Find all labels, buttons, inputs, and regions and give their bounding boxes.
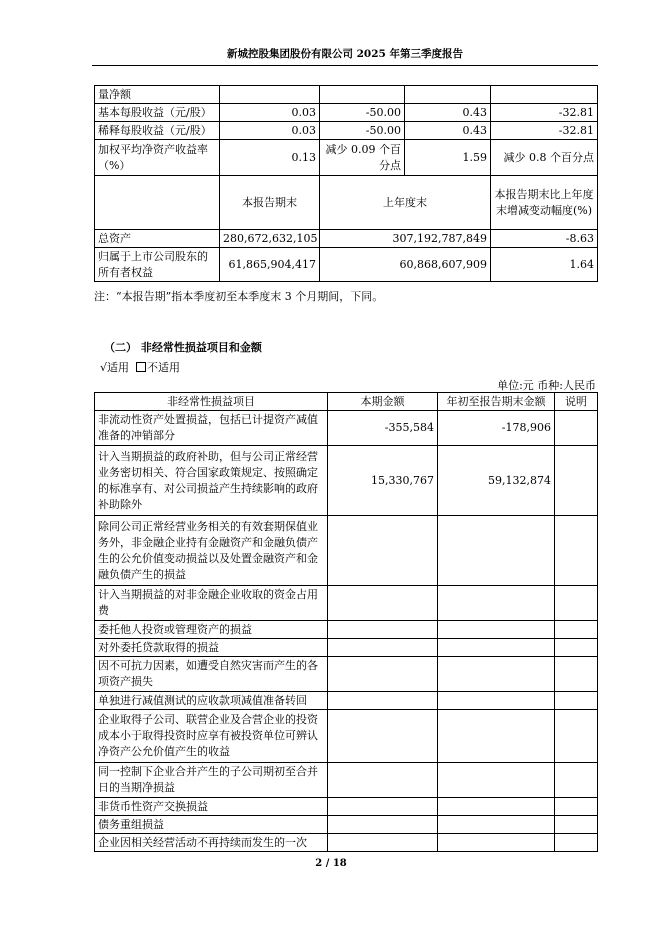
table-cell [555, 798, 598, 816]
table-row [95, 586, 598, 621]
table-cell: 0.03 [220, 104, 320, 122]
table-cell [328, 621, 438, 639]
non-recurring-items-table [94, 392, 598, 852]
table-cell [328, 763, 438, 798]
table-row [95, 248, 598, 282]
table-row [95, 816, 598, 834]
not-applicable-label: 不适用 [147, 361, 181, 374]
table-cell: 0.03 [220, 122, 320, 140]
table-cell [328, 586, 438, 621]
table-row [95, 657, 598, 692]
report-header: 新城控股集团股份有限公司 2025 年第三季度报告 [92, 46, 598, 66]
table-cell: 0.43 [405, 122, 491, 140]
table-cell [328, 516, 438, 586]
row-label: 因不可抗力因素，如遭受自然灾害而产生的各项资产损失 [95, 657, 328, 692]
row-label: 基本每股收益（元/股） [95, 104, 220, 122]
table-row [95, 710, 598, 763]
table-row [95, 834, 598, 852]
table-cell [555, 710, 598, 763]
row-label: 计入当期损益的政府补助，但与公司正常经营业务密切相关、符合国家政策规定、按照确定的标准享有、对公司损益产生持续影响的政府补助除外 [95, 446, 328, 516]
table-cell [328, 710, 438, 763]
unit-label: 单位:元 币种:人民币 [497, 379, 596, 392]
row-label: 对外委托贷款取得的损益 [95, 639, 328, 657]
table-row [95, 411, 598, 446]
table-row [95, 86, 598, 104]
table-cell: -178,906 [438, 411, 555, 446]
table-row [95, 230, 598, 248]
table-cell: 减少 0.8 个百分点 [491, 140, 598, 176]
table-cell [555, 411, 598, 446]
page-number: 2 / 18 [315, 858, 347, 869]
table-cell [555, 657, 598, 692]
row-label: 企业取得子公司、联营企业及合营企业的投资成本小于取得投资时应享有被投资单位可辨认净资产公允价值产生的收益 [95, 710, 328, 763]
table-cell: -50.00 [320, 104, 405, 122]
table-cell [438, 516, 555, 586]
row-label: 量净额 [95, 86, 220, 104]
section-title: （二） 非经常性损益项目和金额 [104, 341, 262, 354]
table-cell [555, 816, 598, 834]
table-cell: 减少 0.09 个百分点 [320, 140, 405, 176]
row-label: 计入当期损益的对非金融企业收取的资金占用费 [95, 586, 328, 621]
table-cell [328, 816, 438, 834]
table-cell: -50.00 [320, 122, 405, 140]
table-row [95, 122, 598, 140]
table-cell [328, 834, 438, 852]
table-cell [438, 586, 555, 621]
table-cell: -32.81 [491, 122, 598, 140]
table-row [95, 140, 598, 176]
table-row [95, 639, 598, 657]
check-mark-icon: √ [100, 361, 108, 374]
row-label: 同一控制下企业合并产生的子公司期初至合并日的当期净损益 [95, 763, 328, 798]
table-row [95, 104, 598, 122]
table-cell [328, 798, 438, 816]
applicable-label: 适用 [107, 361, 130, 374]
table-cell [438, 763, 555, 798]
table-cell: 0.43 [405, 104, 491, 122]
row-label: 归属于上市公司股东的所有者权益 [95, 248, 220, 282]
table-cell [438, 657, 555, 692]
row-label: 非流动性资产处置损益，包括已计提资产减值准备的冲销部分 [95, 411, 328, 446]
row-label: 加权平均净资产收益率（%） [95, 140, 220, 176]
table-cell: 307,192,787,849 [320, 230, 491, 248]
table-row [95, 763, 598, 798]
financial-indicators-table [94, 85, 598, 282]
table-row [95, 798, 598, 816]
table-cell [438, 710, 555, 763]
row-label: 稀释每股收益（元/股） [95, 122, 220, 140]
table-cell [555, 834, 598, 852]
table-cell: 1.59 [405, 140, 491, 176]
row-label: 总资产 [95, 230, 220, 248]
column-header: 本报告期末 [220, 176, 320, 230]
table-cell [555, 621, 598, 639]
table-cell [328, 639, 438, 657]
table-row [95, 516, 598, 586]
column-header: 本期金额 [328, 393, 438, 411]
column-header: 上年度末 [320, 176, 491, 230]
table-cell [438, 639, 555, 657]
table-cell: 60,868,607,909 [320, 248, 491, 282]
table-cell: 61,865,904,417 [220, 248, 320, 282]
table-cell [438, 798, 555, 816]
table-row [95, 621, 598, 639]
table-cell: 59,132,874 [438, 446, 555, 516]
row-label: 债务重组损益 [95, 816, 328, 834]
row-label: 委托他人投资或管理资产的损益 [95, 621, 328, 639]
table-cell [555, 692, 598, 710]
column-header: 本报告期末比上年度末增减变动幅度(%) [491, 176, 598, 230]
table-cell [438, 621, 555, 639]
table-cell [555, 763, 598, 798]
table-row [95, 692, 598, 710]
row-label: 企业因相关经营活动不再持续而发生的一次 [95, 834, 328, 852]
table-cell [438, 816, 555, 834]
table-cell: 1.64 [491, 248, 598, 282]
row-label: 非货币性资产交换损益 [95, 798, 328, 816]
table-cell [328, 692, 438, 710]
table-cell [328, 657, 438, 692]
checkbox-icon [136, 362, 146, 372]
table-cell [438, 692, 555, 710]
table-cell [555, 516, 598, 586]
table-cell: -8.63 [491, 230, 598, 248]
table-cell: -355,584 [328, 411, 438, 446]
table-header-row [95, 176, 598, 230]
table-cell: -32.81 [491, 104, 598, 122]
column-header: 非经常性损益项目 [95, 393, 328, 411]
table-cell [438, 834, 555, 852]
row-label: 单独进行减值测试的应收款项减值准备转回 [95, 692, 328, 710]
column-header: 年初至报告期末金额 [438, 393, 555, 411]
footnote: 注：“本报告期”指本季度初至本季度末 3 个月期间，下同。 [94, 290, 384, 303]
table-cell [555, 446, 598, 516]
row-label: 除同公司正常经营业务相关的有效套期保值业务外，非金融企业持有金融资产和金融负债产生的公允价值变动损益以及处置金融资产和金融负债产生的损益 [95, 516, 328, 586]
table-row [95, 446, 598, 516]
column-header: 说明 [555, 393, 598, 411]
applicability [100, 359, 180, 375]
table-cell [555, 639, 598, 657]
table-cell: 0.13 [220, 140, 320, 176]
table-cell [555, 586, 598, 621]
table-cell: 15,330,767 [328, 446, 438, 516]
table-cell: 280,672,632,105 [220, 230, 320, 248]
table-header-row [95, 393, 598, 411]
